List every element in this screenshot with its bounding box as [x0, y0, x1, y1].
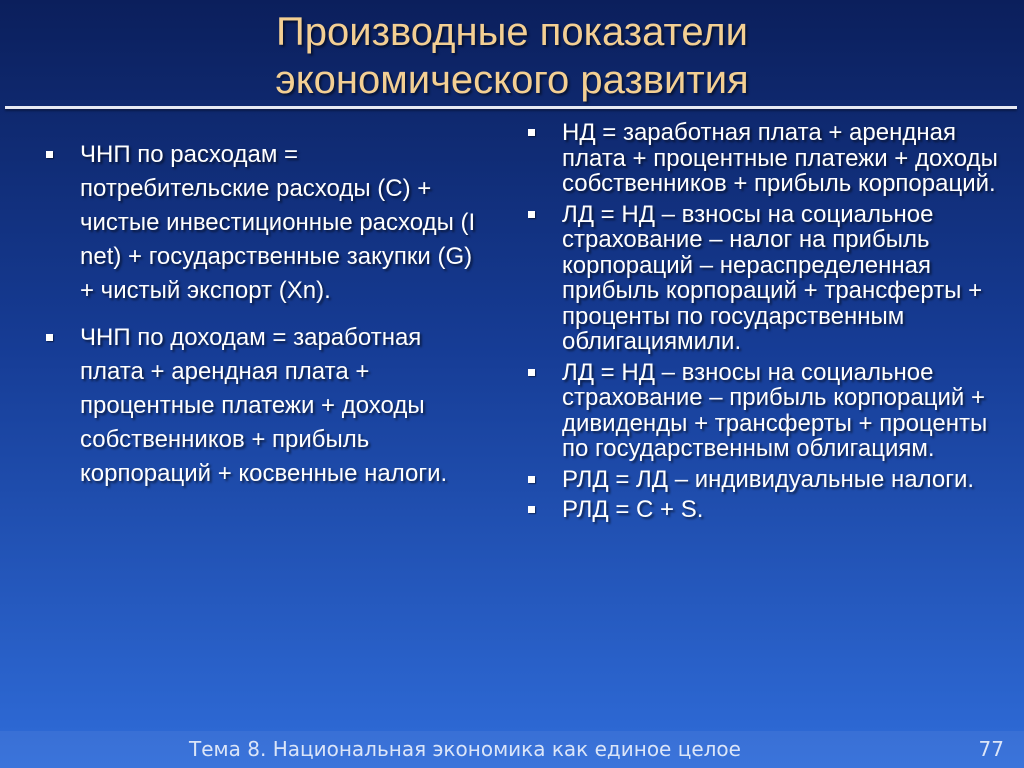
- square-bullet-icon: [528, 476, 535, 483]
- title-divider: [5, 106, 1017, 109]
- list-item: [516, 202, 1016, 355]
- square-bullet-icon: [528, 506, 535, 513]
- right-bullet-list: [516, 120, 1016, 528]
- bullet-text: НД = заработная плата + арендная плата + процентные платежи + доходы собственников + прибыль корпораций.: [562, 119, 998, 197]
- square-bullet-icon: [46, 151, 53, 158]
- slide-footer: [0, 731, 1024, 768]
- bullet-text: ЧНП по расходам = потребительские расходы (С) + чистые инвестиционные расходы (I net) + государственные закупки (G) + чистый экспорт (Xn).: [80, 141, 476, 304]
- list-item: [516, 467, 1016, 493]
- slide-title: [0, 8, 1024, 104]
- list-item: [516, 497, 1016, 523]
- list-item: [34, 138, 484, 308]
- list-item: [34, 321, 484, 491]
- bullet-text: РЛД = ЛД – индивидуальные налоги.: [562, 465, 975, 493]
- bullet-text: ЛД = НД – взносы на социальное страхование – налог на прибыль корпораций – нераспределенная прибыль корпораций + трансферты + проценты по государственным облигациямили.: [562, 200, 983, 355]
- bullet-text: РЛД = С + S.: [562, 496, 704, 523]
- square-bullet-icon: [528, 211, 535, 218]
- slide-title-line-1: Производные показатели: [276, 10, 748, 54]
- page-number: 77: [978, 737, 1004, 761]
- square-bullet-icon: [528, 369, 535, 376]
- bullet-text: ЧНП по доходам = заработная плата + арендная плата + процентные платежи + доходы собственников + прибыль корпораций + косвенные налоги.: [80, 324, 448, 487]
- slide-title-line-2: экономического развития: [275, 58, 749, 102]
- footer-topic: Тема 8. Национальная экономика как единое целое: [189, 737, 741, 761]
- left-bullet-list: [34, 138, 484, 504]
- list-item: [516, 360, 1016, 462]
- bullet-text: ЛД = НД – взносы на социальное страхование – прибыль корпораций + дивиденды + трансферты + проценты по государственным облигациям.: [562, 358, 988, 462]
- square-bullet-icon: [46, 334, 53, 341]
- square-bullet-icon: [528, 129, 535, 136]
- list-item: [516, 120, 1016, 197]
